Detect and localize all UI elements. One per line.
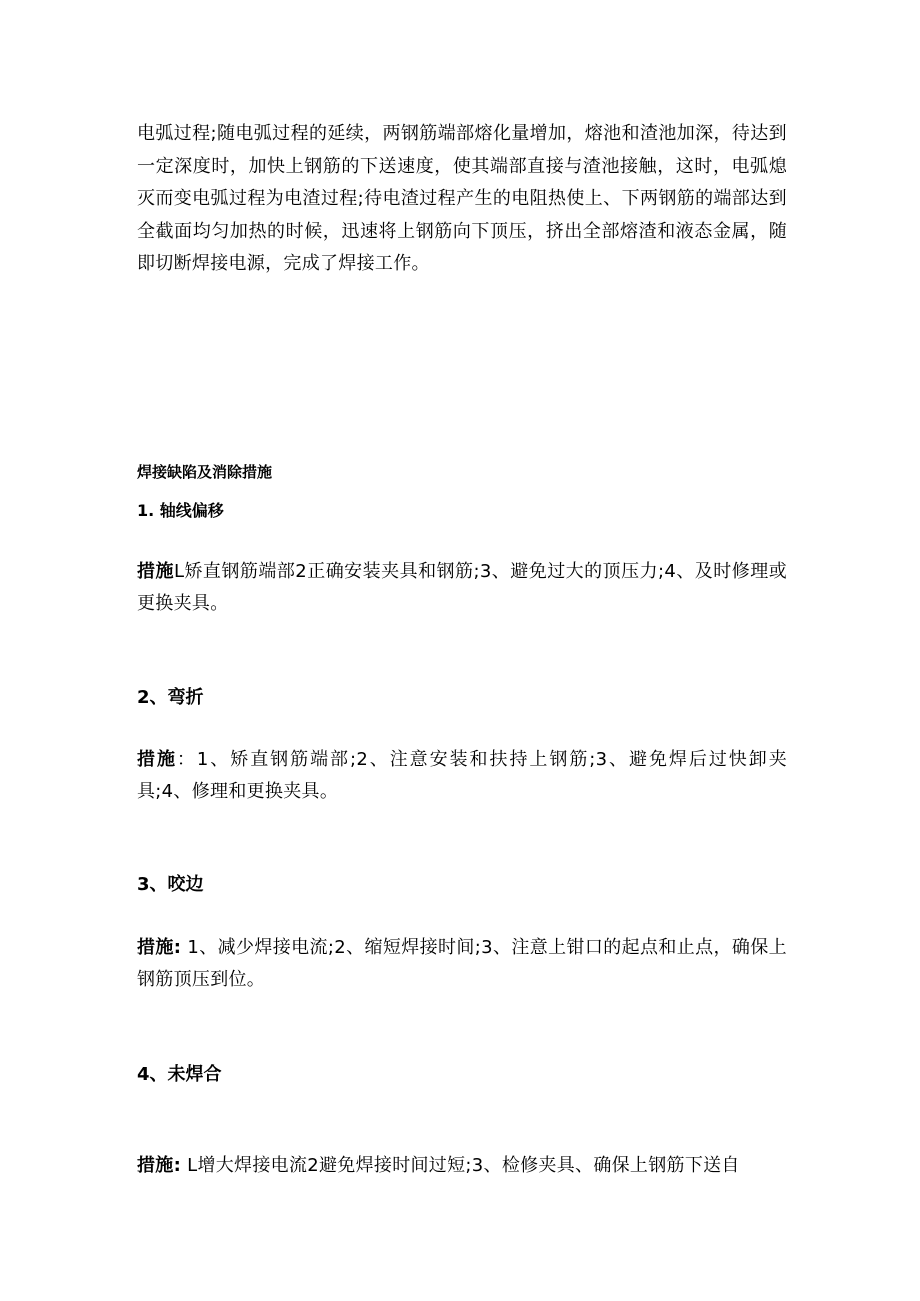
- measure-paragraph-bending: [137, 744, 787, 808]
- measure-label: 措施:: [137, 1155, 182, 1176]
- measure-label: 措施: [137, 561, 174, 582]
- measure-paragraph-incomplete-fusion: [137, 1150, 787, 1182]
- item-heading-axis-offset: 1. 轴线偏移: [137, 501, 224, 520]
- measure-paragraph-axis-offset: [137, 556, 787, 620]
- measure-label: 措施:: [137, 937, 182, 958]
- item-heading-bending: 2、弯折: [137, 687, 204, 708]
- measure-text: 1、减少焊接电流;2、缩短焊接时间;3、注意上钳口的起点和止点，确保上钢筋顶压到位。: [137, 937, 787, 990]
- measure-label: 措施: [137, 749, 177, 770]
- section-title: 焊接缺陷及消除措施: [137, 463, 273, 481]
- measure-text: L增大焊接电流2避免焊接时间过短;3、检修夹具、确保上钢筋下送自: [181, 1155, 740, 1176]
- measure-paragraph-undercut: [137, 932, 787, 996]
- intro-paragraph: 电弧过程;随电弧过程的延续，两钢筋端部熔化量增加，熔池和渣池加深，待达到一定深度时，加快上钢筋的下送速度，使其端部直接与渣池接触，这时，电弧熄灭而变电弧过程为电渣过程;待电渣过程产生的电阻热使上、下两钢筋的端部达到全截面均匀加热的时候，迅速将上钢筋向下顶压，挤出全部熔渣和液态金属，随即切断焊接电源，完成了焊接工作。: [137, 123, 787, 274]
- item-heading-undercut: 3、咬边: [137, 874, 204, 895]
- measure-text: ：1、矫直钢筋端部;2、注意安装和扶持上钢筋;3、避免焊后过快卸夹具;4、修理和更换夹具。: [137, 749, 787, 802]
- measure-text: L矫直钢筋端部2正确安装夹具和钢筋;3、避免过大的顶压力;4、及时修理或更换夹具。: [137, 561, 787, 614]
- item-heading-incomplete-fusion: 4、未焊合: [137, 1064, 222, 1085]
